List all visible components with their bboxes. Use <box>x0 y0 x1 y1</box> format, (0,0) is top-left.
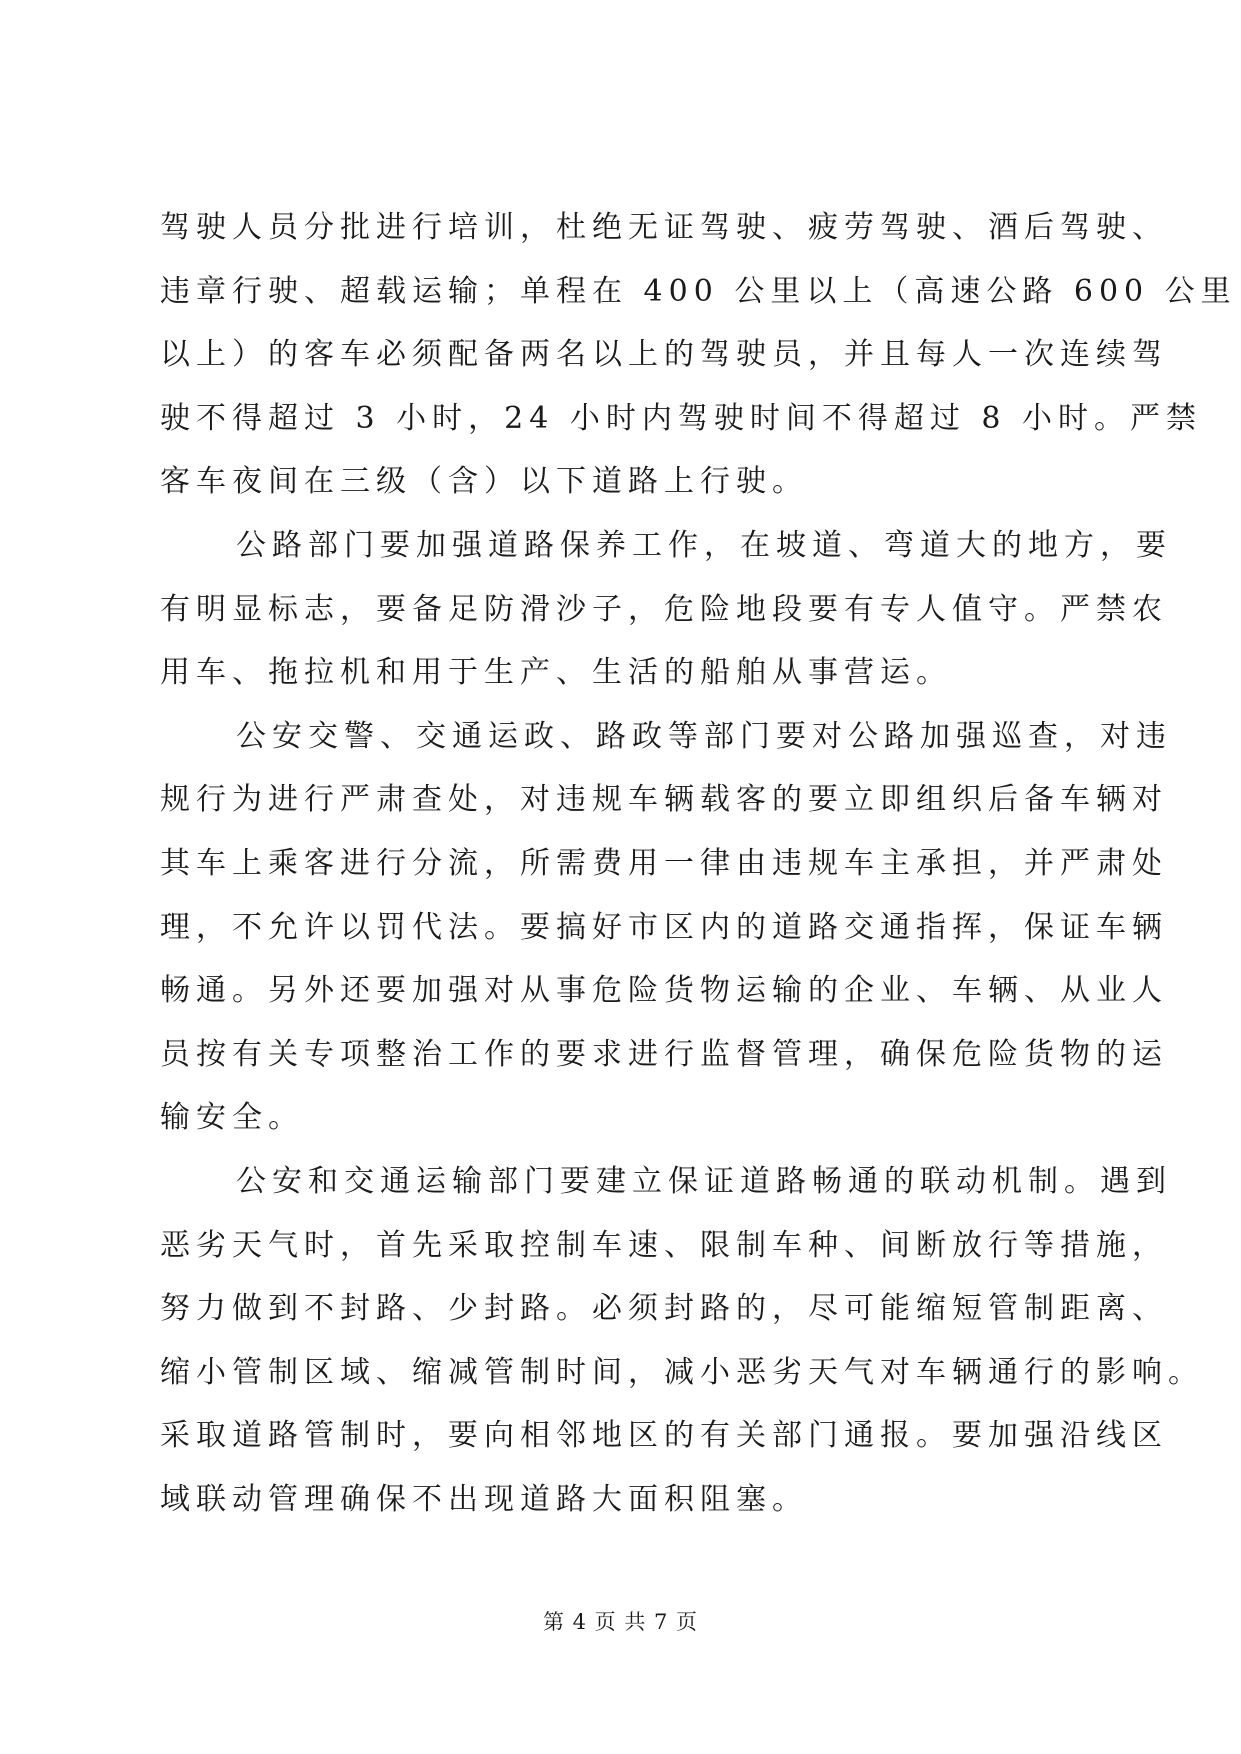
paragraph-2 <box>160 514 1172 705</box>
paragraph-line: 以上）的客车必须配备两名以上的驾驶员，并且每人一次连续驾 <box>160 337 1168 373</box>
paragraph-line: 违章行驶、超载运输；单程在 400 公里以上（高速公路 600 公里 <box>160 273 1237 309</box>
paragraph-line: 员按有关专项整治工作的要求进行监督管理，确保危险货物的运 <box>160 1036 1168 1072</box>
paragraph-line: 域联动管理确保不出现道路大面积阻塞。 <box>160 1481 808 1517</box>
paragraph-line: 缩小管制区域、缩减管制时间，减小恶劣天气对车辆通行的影响。 <box>160 1354 1204 1390</box>
paragraph-line: 规行为进行严肃查处，对违规车辆载客的要立即组织后备车辆对 <box>160 782 1168 818</box>
paragraph-3 <box>160 705 1172 1150</box>
paragraph-1 <box>160 196 1237 514</box>
paragraph-line: 理，不允许以罚代法。要搞好市区内的道路交通指挥，保证车辆 <box>160 909 1168 945</box>
paragraph-line: 驶不得超过 3 小时，24 小时内驾驶时间不得超过 8 小时。严禁 <box>160 400 1203 436</box>
paragraph-line: 努力做到不封路、少封路。必须封路的，尽可能缩短管制距离、 <box>160 1291 1168 1327</box>
paragraph-line: 公安和交通运输部门要建立保证道路畅通的联动机制。遇到 <box>236 1163 1172 1199</box>
paragraph-line: 公路部门要加强道路保养工作，在坡道、弯道大的地方，要 <box>236 527 1172 563</box>
paragraph-line: 其车上乘客进行分流，所需费用一律由违规车主承担，并严肃处 <box>160 845 1168 881</box>
paragraph-line: 恶劣天气时，首先采取控制车速、限制车种、间断放行等措施， <box>160 1227 1168 1263</box>
paragraph-line: 客车夜间在三级（含）以下道路上行驶。 <box>160 464 808 500</box>
paragraph-line: 公安交警、交通运政、路政等部门要对公路加强巡查，对违 <box>236 718 1172 754</box>
paragraph-4 <box>160 1150 1204 1532</box>
page-number-footer: 第 4 页 共 7 页 <box>542 1610 699 1634</box>
paragraph-line: 畅通。另外还要加强对从事危险货物运输的企业、车辆、从业人 <box>160 973 1168 1009</box>
document-body <box>160 196 1237 1531</box>
paragraph-line: 采取道路管制时，要向相邻地区的有关部门通报。要加强沿线区 <box>160 1418 1168 1454</box>
paragraph-line: 有明显标志，要备足防滑沙子，危险地段要有专人值守。严禁农 <box>160 591 1168 627</box>
paragraph-line: 输安全。 <box>160 1100 304 1136</box>
paragraph-line: 驾驶人员分批进行培训，杜绝无证驾驶、疲劳驾驶、酒后驾驶、 <box>160 210 1168 245</box>
paragraph-line: 用车、拖拉机和用于生产、生活的船舶从事营运。 <box>160 655 952 691</box>
